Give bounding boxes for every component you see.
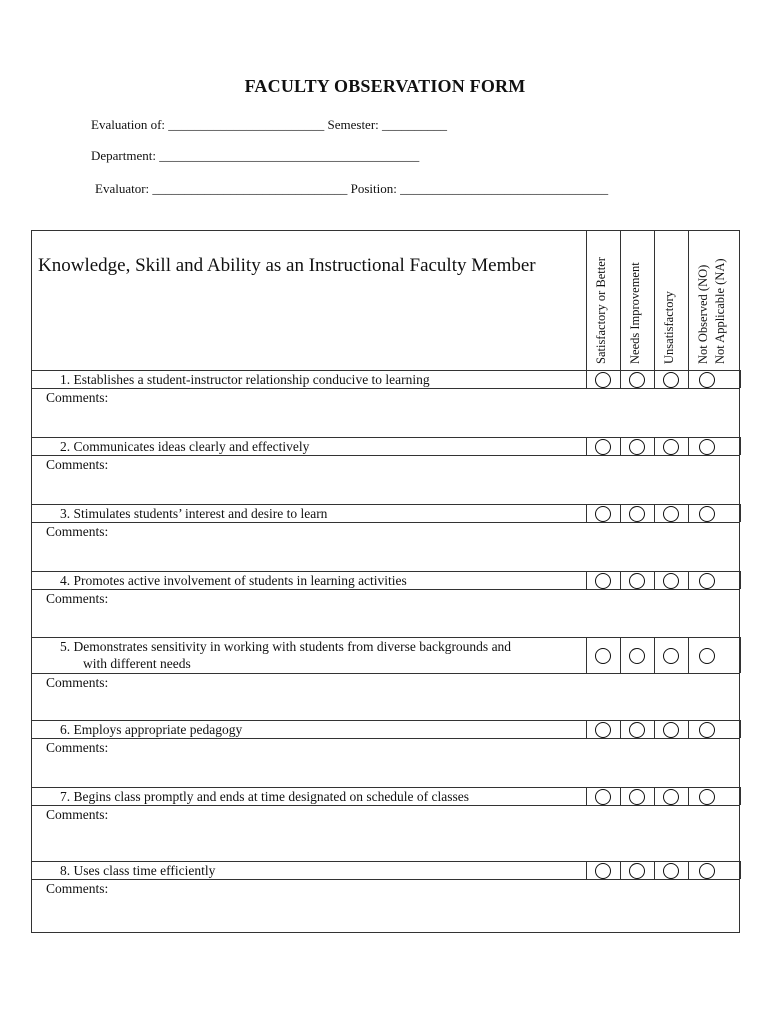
comments-label: Comments: bbox=[46, 807, 109, 822]
cell-divider bbox=[586, 861, 587, 879]
radio-unsatisfactory[interactable] bbox=[663, 648, 679, 664]
comments-label: Comments: bbox=[46, 591, 109, 606]
column-label-unsatisfactory: Unsatisfactory bbox=[662, 291, 676, 364]
radio-unsatisfactory[interactable] bbox=[663, 372, 679, 388]
cell-divider bbox=[620, 370, 621, 388]
cell-divider bbox=[586, 504, 587, 522]
radio-not-observed[interactable] bbox=[699, 648, 715, 664]
criterion-text: 7. Begins class promptly and ends at time designated on schedule of classes bbox=[60, 789, 470, 804]
row-divider bbox=[32, 589, 739, 590]
criterion-text: 8. Uses class time efficiently bbox=[60, 863, 216, 878]
row-divider bbox=[32, 738, 739, 739]
comments-label: Comments: bbox=[46, 457, 109, 472]
comments-label: Comments: bbox=[46, 881, 109, 896]
cell-divider bbox=[620, 637, 621, 673]
column-label-not-applicable: Not Applicable (NA) bbox=[713, 258, 727, 364]
comments-label: Comments: bbox=[46, 675, 109, 690]
column-divider bbox=[586, 231, 587, 370]
radio-satisfactory[interactable] bbox=[595, 372, 611, 388]
radio-not-observed[interactable] bbox=[699, 506, 715, 522]
cell-divider bbox=[688, 571, 689, 589]
radio-not-observed[interactable] bbox=[699, 789, 715, 805]
cell-divider bbox=[740, 571, 741, 589]
cell-divider bbox=[586, 571, 587, 589]
criterion-text: 6. Employs appropriate pedagogy bbox=[60, 722, 243, 737]
radio-satisfactory[interactable] bbox=[595, 439, 611, 455]
cell-divider bbox=[620, 720, 621, 738]
radio-not-observed[interactable] bbox=[699, 372, 715, 388]
column-label-not-observed: Not Observed (NO) bbox=[696, 264, 710, 364]
comments-label: Comments: bbox=[46, 390, 109, 405]
cell-divider bbox=[620, 437, 621, 455]
radio-not-observed[interactable] bbox=[699, 573, 715, 589]
cell-divider bbox=[740, 861, 741, 879]
evaluator-position-field[interactable]: Evaluator: ______________________________ Position: ________________________________ bbox=[95, 181, 609, 196]
cell-divider bbox=[688, 437, 689, 455]
criterion-text-continued: with different needs bbox=[83, 656, 191, 671]
cell-divider bbox=[586, 637, 587, 673]
row-divider bbox=[32, 522, 739, 523]
radio-needs-improvement[interactable] bbox=[629, 722, 645, 738]
cell-divider bbox=[654, 637, 655, 673]
criterion-text: 1. Establishes a student-instructor relationship conducive to learning bbox=[60, 372, 430, 387]
radio-satisfactory[interactable] bbox=[595, 506, 611, 522]
cell-divider bbox=[740, 370, 741, 388]
cell-divider bbox=[654, 437, 655, 455]
cell-divider bbox=[740, 437, 741, 455]
radio-unsatisfactory[interactable] bbox=[663, 439, 679, 455]
section-heading: Knowledge, Skill and Ability as an Instructional Faculty Member bbox=[38, 255, 536, 276]
radio-needs-improvement[interactable] bbox=[629, 372, 645, 388]
cell-divider bbox=[654, 861, 655, 879]
radio-unsatisfactory[interactable] bbox=[663, 722, 679, 738]
row-divider bbox=[32, 805, 739, 806]
column-divider bbox=[654, 231, 655, 370]
column-label-satisfactory: Satisfactory or Better bbox=[594, 257, 608, 364]
radio-not-observed[interactable] bbox=[699, 863, 715, 879]
comments-label: Comments: bbox=[46, 524, 109, 539]
form-title: FACULTY OBSERVATION FORM bbox=[244, 76, 526, 96]
radio-needs-improvement[interactable] bbox=[629, 648, 645, 664]
radio-not-observed[interactable] bbox=[699, 439, 715, 455]
cell-divider bbox=[740, 720, 741, 738]
column-divider bbox=[688, 231, 689, 370]
radio-satisfactory[interactable] bbox=[595, 648, 611, 664]
cell-divider bbox=[688, 720, 689, 738]
cell-divider bbox=[620, 787, 621, 805]
cell-divider bbox=[740, 504, 741, 522]
row-divider bbox=[32, 455, 739, 456]
cell-divider bbox=[740, 637, 741, 673]
cell-divider bbox=[688, 787, 689, 805]
radio-not-observed[interactable] bbox=[699, 722, 715, 738]
observation-table bbox=[31, 230, 740, 933]
cell-divider bbox=[740, 787, 741, 805]
radio-needs-improvement[interactable] bbox=[629, 506, 645, 522]
cell-divider bbox=[586, 720, 587, 738]
cell-divider bbox=[654, 787, 655, 805]
row-divider bbox=[32, 673, 739, 674]
column-label-needs-improvement: Needs Improvement bbox=[628, 262, 642, 364]
cell-divider bbox=[688, 504, 689, 522]
cell-divider bbox=[688, 370, 689, 388]
cell-divider bbox=[620, 504, 621, 522]
cell-divider bbox=[586, 370, 587, 388]
radio-needs-improvement[interactable] bbox=[629, 789, 645, 805]
criterion-text: 4. Promotes active involvement of students in learning activities bbox=[60, 573, 407, 588]
radio-unsatisfactory[interactable] bbox=[663, 506, 679, 522]
radio-unsatisfactory[interactable] bbox=[663, 863, 679, 879]
cell-divider bbox=[620, 861, 621, 879]
criterion-text: 2. Communicates ideas clearly and effectively bbox=[60, 439, 310, 454]
row-divider bbox=[32, 388, 739, 389]
cell-divider bbox=[654, 720, 655, 738]
cell-divider bbox=[586, 437, 587, 455]
evaluation-of-field[interactable]: Evaluation of: ________________________ Semester: __________ bbox=[91, 117, 448, 132]
cell-divider bbox=[688, 637, 689, 673]
radio-unsatisfactory[interactable] bbox=[663, 573, 679, 589]
cell-divider bbox=[620, 571, 621, 589]
row-divider bbox=[32, 879, 739, 880]
radio-needs-improvement[interactable] bbox=[629, 863, 645, 879]
cell-divider bbox=[654, 571, 655, 589]
criterion-text: 5. Demonstrates sensitivity in working with students from diverse backgrounds and bbox=[60, 639, 512, 654]
radio-unsatisfactory[interactable] bbox=[663, 789, 679, 805]
cell-divider bbox=[688, 861, 689, 879]
department-field[interactable]: Department: ________________________________________ bbox=[91, 148, 420, 163]
criterion-text: 3. Stimulates students’ interest and desire to learn bbox=[60, 506, 328, 521]
radio-satisfactory[interactable] bbox=[595, 722, 611, 738]
cell-divider bbox=[654, 370, 655, 388]
column-divider bbox=[620, 231, 621, 370]
radio-satisfactory[interactable] bbox=[595, 863, 611, 879]
radio-needs-improvement[interactable] bbox=[629, 439, 645, 455]
cell-divider bbox=[586, 787, 587, 805]
radio-satisfactory[interactable] bbox=[595, 789, 611, 805]
cell-divider bbox=[654, 504, 655, 522]
radio-needs-improvement[interactable] bbox=[629, 573, 645, 589]
radio-satisfactory[interactable] bbox=[595, 573, 611, 589]
comments-label: Comments: bbox=[46, 740, 109, 755]
